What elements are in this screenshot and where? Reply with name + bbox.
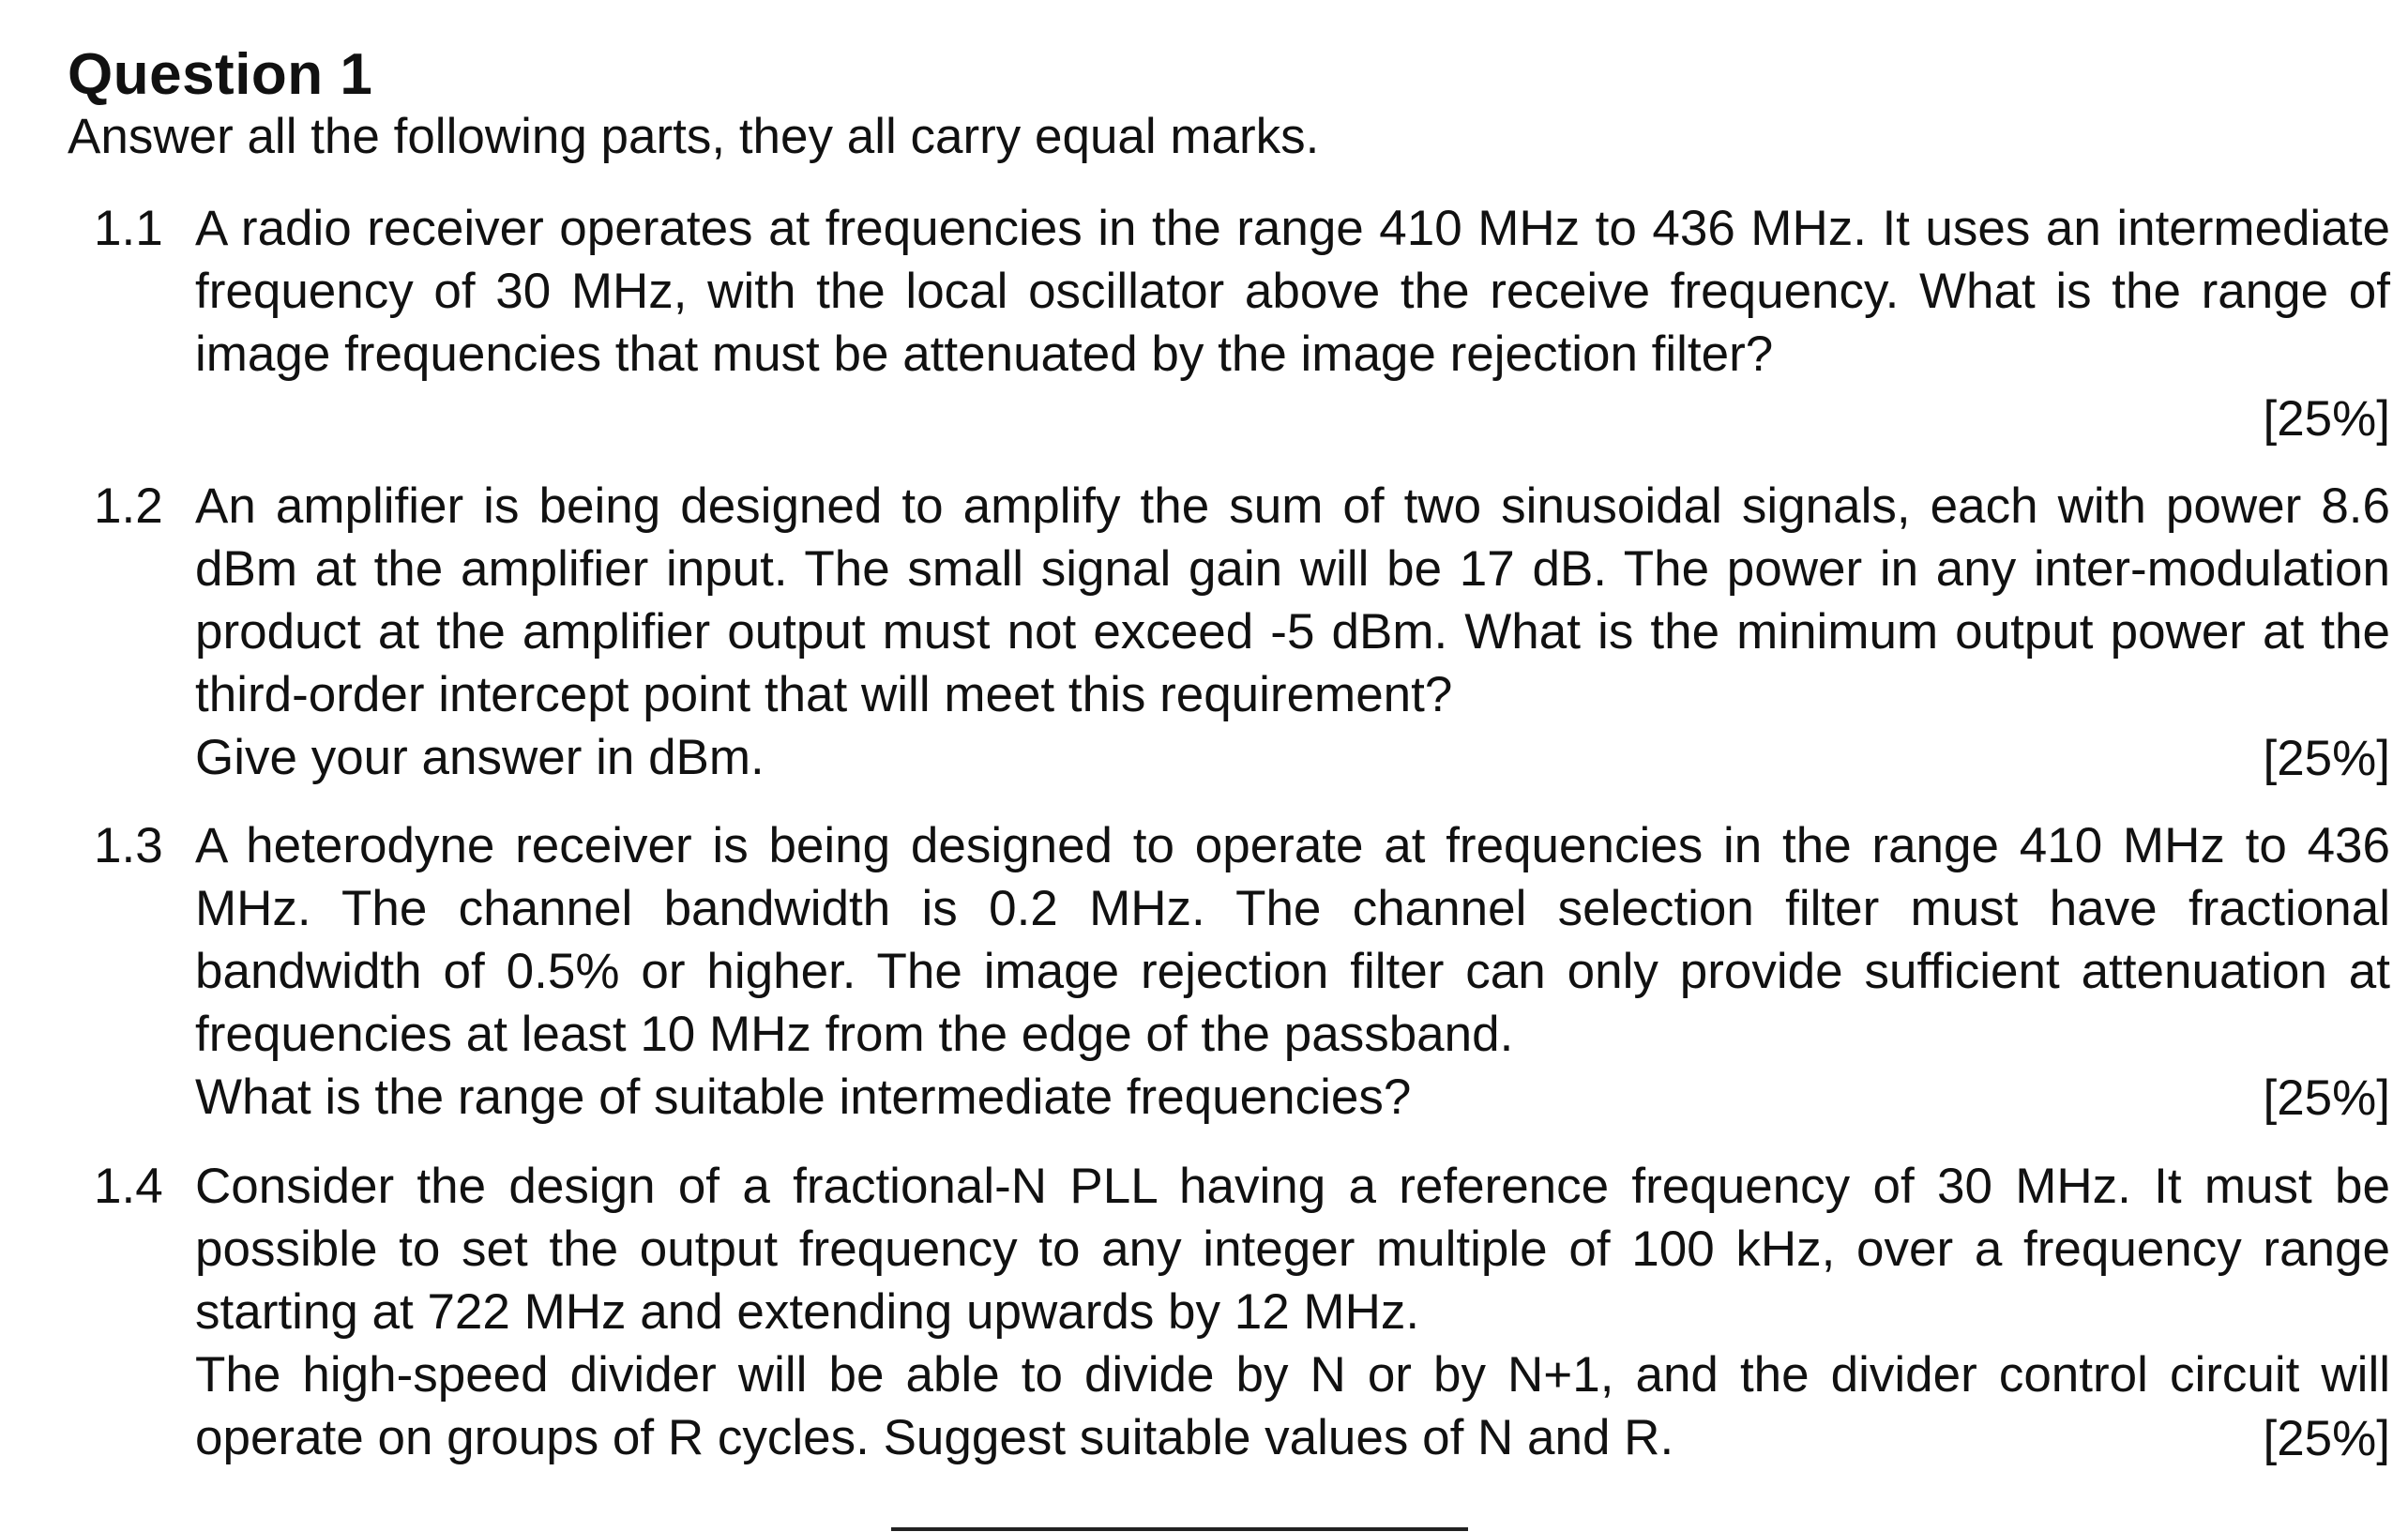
question-part-1-2 [94,475,2390,790]
part-body [195,197,2390,450]
part-text-followup: What is the range of suitable intermediate frequencies? [195,1069,1412,1125]
question-part-1-4 [94,1155,2390,1470]
part-text: An amplifier is being designed to amplify the sum of two sinusoidal signals, each with power 8.6 dBm at the amplifier input. The small signal gain will be 17 dB. The power in any inter-modulation product at the amplifier output must not exceed -5 dBm. What is the minimum output power at the third-order intercept point that will meet this requirement? [195,478,2390,722]
part-text: Consider the design of a fractional-N PLL having a reference frequency of 30 MHz. It must be possible to set the output frequency to any integer multiple of 100 kHz, over a frequency range starting at 722 MHz and extending upwards by 12 MHz. [195,1159,2390,1340]
part-marks: [25%] [2263,1411,2390,1466]
part-body [195,1155,2390,1470]
question-title: Question 1 [68,42,373,107]
part-text: A radio receiver operates at frequencies in the range 410 MHz to 436 MHz. It uses an intermediate frequency of 30 MHz, with the local oscillator above the receive frequency. What is the range of image frequencies that must be attenuated by the image rejection filter? [195,201,2390,382]
part-body [195,814,2390,1130]
part-number: 1.1 [94,201,163,256]
part-marks: [25%] [2263,391,2390,447]
question-part-1-3 [94,814,2390,1130]
part-text-followup: The high-speed divider will be able to divide by N or by N+1, and the divider control circuit will operate on groups of R cycles. Suggest suitable values of N and R. [195,1347,2390,1465]
part-marks: [25%] [2263,731,2390,786]
part-text-followup: Give your answer in dBm. [195,730,765,785]
part-body [195,475,2390,790]
part-number: 1.2 [94,478,163,534]
part-marks: [25%] [2263,1070,2390,1126]
question-instructions: Answer all the following parts, they all carry equal marks. [68,109,1320,164]
question-part-1-1 [94,197,2390,450]
part-text: A heterodyne receiver is being designed to operate at frequencies in the range 410 MHz to 436 MHz. The channel bandwidth is 0.2 MHz. The channel selection filter must have fractional bandwidth of 0.5% or higher. The image rejection filter can only provide sufficient attenuation at frequencies at least 10 MHz from the edge of the passband. [195,818,2390,1062]
page-divider [891,1527,1468,1531]
part-number: 1.4 [94,1159,163,1214]
part-number: 1.3 [94,818,163,873]
